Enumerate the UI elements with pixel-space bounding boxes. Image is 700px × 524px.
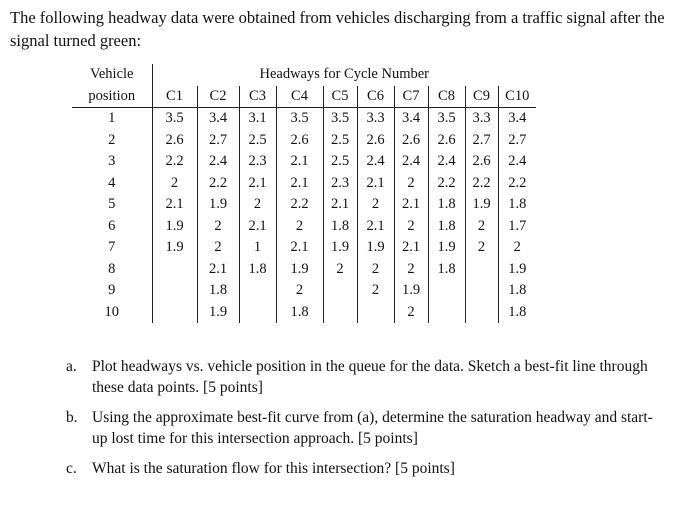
vehicle-position: 4 [72,173,152,195]
table-row [72,151,536,173]
headway-cell [152,302,197,324]
headway-cell: 2 [394,259,428,281]
headway-cell: 1.9 [165,217,184,234]
vehicle-position: 2 [72,130,152,152]
headway-cell: 2 [357,259,394,281]
headway-cell: 1.9 [428,237,465,259]
headway-cell: 2.6 [276,130,323,152]
headway-cell: 3.3 [357,108,394,130]
headway-cell: 2.5 [323,130,357,152]
headway-cell: 2 [394,302,428,324]
headway-cell: 2 [465,237,498,259]
headway-cell: 3.4 [498,108,536,130]
headway-cell: 3.4 [197,108,239,130]
headway-cell: 2.6 [165,131,184,148]
column-header-row [72,86,536,108]
headway-cell [465,302,498,324]
group-header: Headways for Cycle Number [259,66,429,83]
headway-cell: 2 [394,173,428,195]
headway-cell: 1.8 [323,216,357,238]
vehicle-position: 1 [72,108,152,130]
question-item [66,356,666,398]
headway-cell: 2 [357,194,394,216]
headway-cell: 2.1 [165,196,184,213]
headway-cell: 2 [276,280,323,302]
question-item [66,458,666,479]
column-header: C4 [276,86,323,108]
vehicle-position: 10 [72,302,152,324]
position-header-label: position [72,86,152,108]
headway-cell: 1.8 [498,302,536,324]
headway-cell: 2.4 [498,151,536,173]
headway-cell: 2.6 [357,130,394,152]
headway-cell [239,280,276,302]
headway-cell: 2 [197,237,239,259]
headway-cell: 2.2 [428,173,465,195]
table-row [72,302,536,324]
table-row [72,173,536,195]
headway-cell: 1.8 [428,259,465,281]
vehicle-position: 3 [72,151,152,173]
table-row [72,194,536,216]
headway-cell [152,259,197,281]
vehicle-position: 7 [72,237,152,259]
headway-cell: 2 [276,216,323,238]
vehicle-position: 6 [72,216,152,238]
column-header: C10 [498,86,536,108]
column-header: C2 [197,86,239,108]
headway-cell: 1.9 [498,259,536,281]
headway-cell [152,280,197,302]
table-row [72,280,536,302]
headway-cell: 2.7 [498,130,536,152]
headway-cell: 2.7 [465,130,498,152]
headway-cell: 2.7 [197,130,239,152]
headway-cell: 1.9 [465,194,498,216]
headway-cell: 2 [197,216,239,238]
headway-cell: 1 [239,237,276,259]
headway-cell: 1.9 [323,237,357,259]
headway-cell: 2.1 [276,237,323,259]
vehicle-header-label: Vehicle [72,64,152,86]
headway-cell: 1.8 [239,259,276,281]
headway-cell: 1.7 [498,216,536,238]
headway-cell: 2.1 [276,173,323,195]
headway-cell: 1.8 [498,280,536,302]
headway-cell: 2 [170,174,179,191]
column-header: C9 [465,86,498,108]
table-row [72,130,536,152]
headway-cell: 1.9 [357,237,394,259]
headway-cell: 2.2 [276,194,323,216]
headway-cell: 3.5 [276,108,323,130]
column-header: C5 [323,86,357,108]
headway-cell: 1.9 [197,302,239,324]
headway-cell: 2.6 [465,151,498,173]
header-row-top [72,64,536,86]
question-list [66,356,666,488]
headway-cell [428,302,465,324]
headway-cell: 1.9 [394,280,428,302]
headway-cell: 3.3 [465,108,498,130]
headway-cell: 2.1 [197,259,239,281]
table-body [72,108,536,324]
headway-cell: 2.1 [357,216,394,238]
headway-cell: 2.4 [394,151,428,173]
headway-table [72,64,536,323]
question-text: What is the saturation flow for this intersection? [5 points] [92,460,455,477]
headway-cell: 2.1 [394,237,428,259]
headway-cell: 3.1 [239,108,276,130]
headway-cell: 3.5 [323,108,357,130]
headway-cell: 2 [394,216,428,238]
headway-cell: 2.6 [394,130,428,152]
headway-cell: 2.2 [498,173,536,195]
headway-cell: 2.1 [357,173,394,195]
column-header: C6 [357,86,394,108]
headway-cell: 2.3 [323,173,357,195]
headway-cell [323,280,357,302]
headway-cell [323,302,357,324]
question-item [66,407,666,449]
headway-cell: 2.1 [394,194,428,216]
vehicle-position: 9 [72,280,152,302]
question-marker: a. [66,358,77,375]
headway-cell: 1.9 [276,259,323,281]
column-header: C1 [152,86,197,108]
headway-cell: 2 [357,280,394,302]
headway-cell: 3.5 [428,108,465,130]
headway-cell: 2.4 [197,151,239,173]
headway-cell: 2.2 [165,153,184,170]
headway-cell: 3.4 [394,108,428,130]
question-text: Plot headways vs. vehicle position in the queue for the data. Sketch a best-fit line through these data points. [5 points] [92,358,648,396]
headway-cell: 2.1 [239,216,276,238]
headway-cell: 2.2 [197,173,239,195]
vehicle-position: 8 [72,259,152,281]
headway-cell: 1.8 [428,216,465,238]
headway-cell: 1.8 [428,194,465,216]
headway-cell: 2 [323,259,357,281]
headway-cell: 2.4 [357,151,394,173]
table-row [72,108,536,130]
headway-cell [465,280,498,302]
headway-cell: 1.8 [498,194,536,216]
column-header: C7 [394,86,428,108]
vehicle-position: 5 [72,194,152,216]
headway-cell: 2.5 [239,130,276,152]
table-row [72,237,536,259]
headway-cell [465,259,498,281]
headway-cell: 1.8 [197,280,239,302]
headway-cell: 2 [239,194,276,216]
headway-cell [239,302,276,324]
headway-cell: 2 [465,216,498,238]
table-row [72,259,536,281]
headway-cell: 2.1 [239,173,276,195]
intro-text: The following headway data were obtained from vehicles discharging from a traffic signal after the signal turned green: [10,8,665,50]
headway-cell: 2.3 [239,151,276,173]
headway-cell: 1.9 [165,239,184,256]
headway-cell: 1.9 [197,194,239,216]
headway-cell [357,302,394,324]
table-row [72,216,536,238]
headway-cell: 1.8 [276,302,323,324]
question-marker: b. [66,409,78,426]
headway-cell: 2.1 [323,194,357,216]
column-header: C8 [428,86,465,108]
column-header: C3 [239,86,276,108]
headway-cell: 2 [498,237,536,259]
headway-cell: 2.1 [276,151,323,173]
headway-cell: 2.4 [428,151,465,173]
headway-cell: 2.5 [323,151,357,173]
question-text: Using the approximate best-fit curve from (a), determine the saturation headway and start-up lost time for this intersection approach. [5 points] [92,409,653,447]
headway-cell: 3.5 [165,110,184,127]
headway-cell [428,280,465,302]
question-marker: c. [66,460,77,477]
headway-cell: 2.2 [465,173,498,195]
headway-cell: 2.6 [428,130,465,152]
